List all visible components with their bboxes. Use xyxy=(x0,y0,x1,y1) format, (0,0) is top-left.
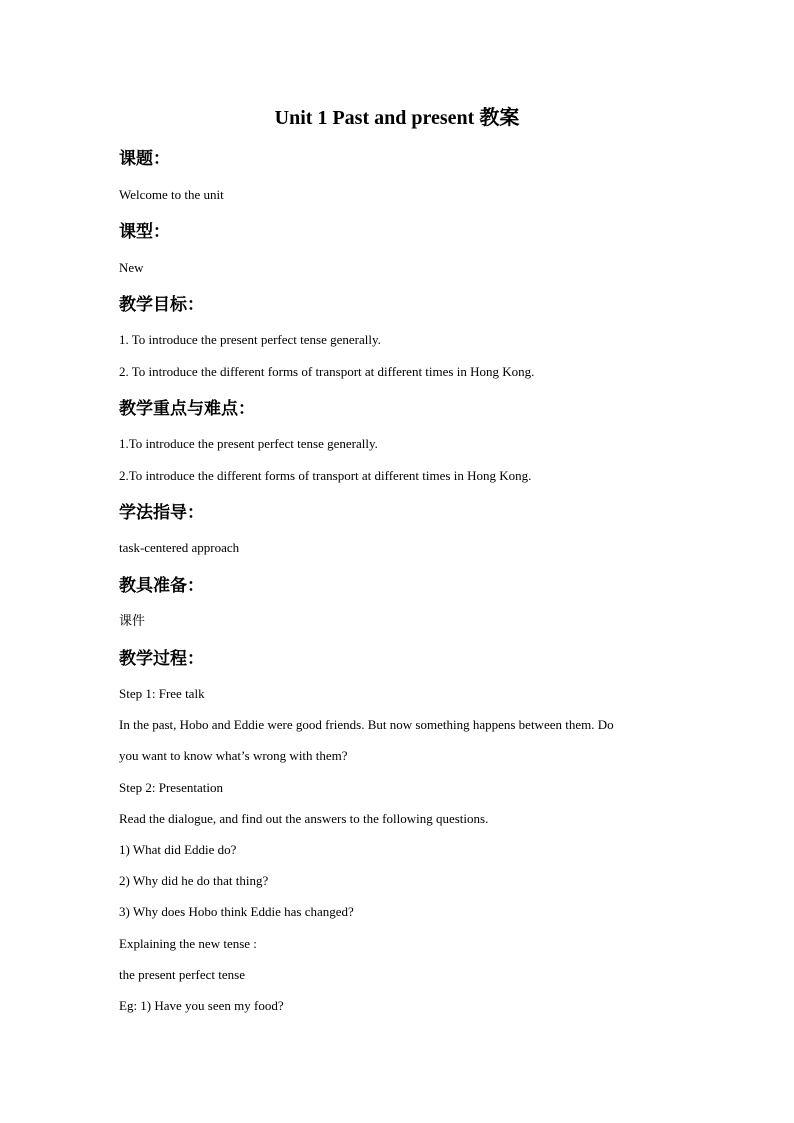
process-line-11: Eg: 1) Have you seen my food? xyxy=(119,998,284,1013)
process-line-8: 3) Why does Hobo think Eddie has changed? xyxy=(119,904,354,919)
method-text: task-centered approach xyxy=(119,540,240,555)
section-heading-topic: 课题： xyxy=(119,149,170,168)
process-line-5: Read the dialogue, and find out the answers to the following questions. xyxy=(119,811,489,826)
objective-line-2: 2. To introduce the different forms of transport at different times in Hong Kong. xyxy=(119,364,535,379)
key-point-line-1: 1.To introduce the present perfect tense generally. xyxy=(119,436,378,451)
process-line-9: Explaining the new tense : xyxy=(119,936,257,951)
process-line-6: 1) What did Eddie do? xyxy=(119,842,237,857)
key-point-line-2: 2.To introduce the different forms of transport at different times in Hong Kong. xyxy=(119,468,532,483)
section-heading-materials: 教具准备： xyxy=(119,576,204,595)
document-title: Unit 1 Past and present 教案 xyxy=(274,107,520,129)
topic-text: Welcome to the unit xyxy=(119,187,224,202)
process-line-10: the present perfect tense xyxy=(119,967,245,982)
section-heading-method: 学法指导： xyxy=(119,503,204,522)
materials-text: 课件 xyxy=(119,613,146,628)
process-line-1: Step 1: Free talk xyxy=(119,686,205,701)
process-line-3: you want to know what’s wrong with them? xyxy=(119,748,348,763)
section-heading-objectives: 教学目标： xyxy=(119,295,204,314)
type-text: New xyxy=(119,260,144,275)
process-line-4: Step 2: Presentation xyxy=(119,780,223,795)
process-line-7: 2) Why did he do that thing? xyxy=(119,873,269,888)
objective-line-1: 1. To introduce the present perfect tense generally. xyxy=(119,332,381,347)
process-line-2: In the past, Hobo and Eddie were good friends. But now something happens between them. Do xyxy=(119,717,614,732)
section-heading-type: 课型： xyxy=(119,222,170,241)
section-heading-process: 教学过程： xyxy=(119,649,204,668)
section-heading-key-points: 教学重点与难点： xyxy=(119,399,255,418)
